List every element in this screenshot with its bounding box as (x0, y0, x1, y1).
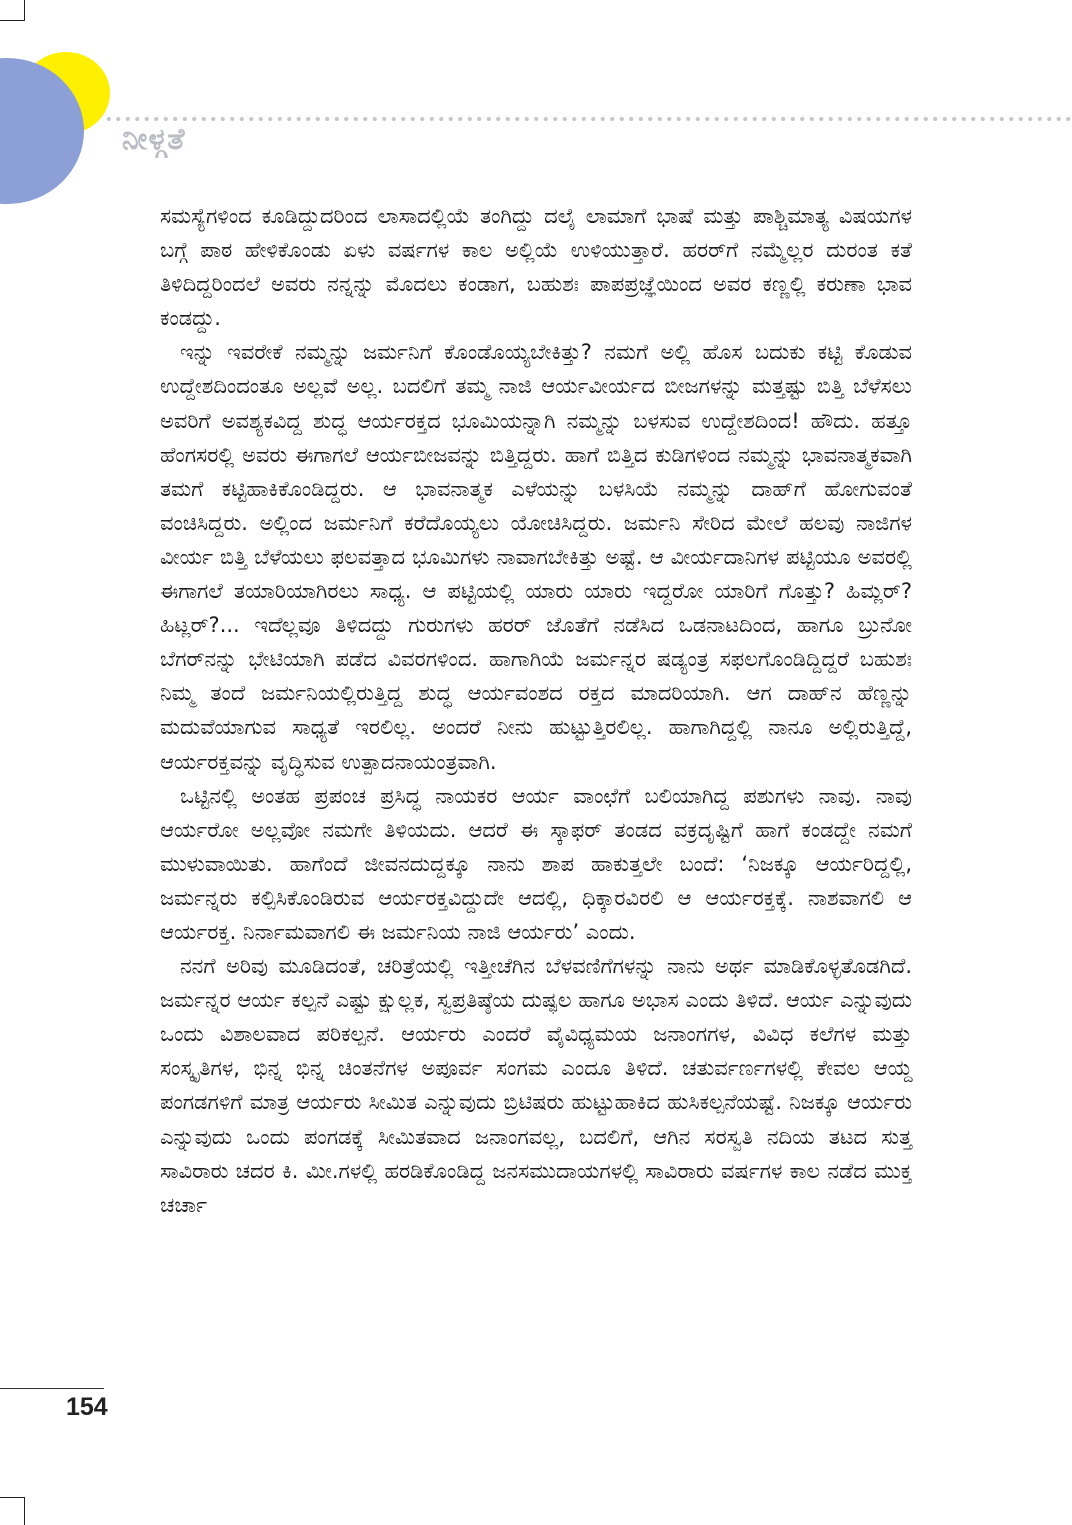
paragraph: ಸಮಸ್ಯೆಗಳಿಂದ ಕೂಡಿದ್ದುದರಿಂದ ಲಾಸಾದಲ್ಲಿಯೆ ತಂಗಿದ್ದು ದಲೈ ಲಾಮಾಗೆ ಭಾಷೆ ಮತ್ತು ಪಾಶ್ಚಿಮಾತ್ಯ ವಿಷಯಗಳ ಬಗ್ಗೆ ಪಾಠ ಹೇಳಿಕೊಂಡು ಏಳು ವರ್ಷಗಳ ಕಾಲ ಅಲ್ಲಿಯೆ ಉಳಿಯುತ್ತಾರೆ. ಹರರ್‌ಗೆ ನಮ್ಮೆಲ್ಲರ ದುರಂತ ಕತೆ ತಿಳಿದಿದ್ದರಿಂದಲೆ ಅವರು ನನ್ನನ್ನು ಮೊದಲು ಕಂಡಾಗ, ಬಹುಶಃ ಪಾಪಪ್ರಜ್ಞೆಯಿಂದ ಅವರ ಕಣ್ಣಲ್ಲಿ ಕರುಣಾ ಭಾವ ಕಂಡದ್ದು. (160, 204, 912, 331)
paragraph: ಒಟ್ಟಿನಲ್ಲಿ ಅಂತಹ ಪ್ರಪಂಚ ಪ್ರಸಿದ್ಧ ನಾಯಕರ ಆರ್ಯ ವಾಂಛೆಗೆ ಬಲಿಯಾಗಿದ್ದ ಪಶುಗಳು ನಾವು. ನಾವು ಆರ್ಯರೋ ಅಲ್ಲವೋ ನಮಗೇ ತಿಳಿಯದು. ಆದರೆ ಈ ಸ್ಕಾಫರ್ ತಂಡದ ವಕ್ರದೃಷ್ಟಿಗೆ ಹಾಗೆ ಕಂಡದ್ದೇ ನಮಗೆ ಮುಳುವಾಯಿತು. ಹಾಗೆಂದೆ ಜೀವನದುದ್ದಕ್ಕೂ ನಾನು ಶಾಪ ಹಾಕುತ್ತಲೇ ಬಂದೆ: ‘ನಿಜಕ್ಕೂ ಆರ್ಯರಿದ್ದಲ್ಲಿ, ಜರ್ಮನ್ನರು ಕಲ್ಪಿಸಿಕೊಂಡಿರುವ ಆರ್ಯರಕ್ತವಿದ್ದುದೇ ಆದಲ್ಲಿ, ಧಿಕ್ಕಾರವಿರಲಿ ಆ ಆರ್ಯರಕ್ತಕ್ಕೆ. ನಾಶವಾಗಲಿ ಆ ಆರ್ಯರಕ್ತ. ನಿರ್ನಾಮವಾಗಲಿ ಈ ಜರ್ಮನಿಯ ನಾಜಿ ಆರ್ಯರು’ ಎಂದು. (160, 783, 912, 944)
folio-rule (0, 1388, 104, 1389)
crop-mark-bottom-vertical (24, 1497, 25, 1525)
crop-mark-bottom-horizontal (0, 1497, 25, 1498)
page-number: 154 (66, 1393, 108, 1421)
crop-mark-top-vertical (24, 0, 25, 20)
section-title: ನೀಳ್ಗತೆ (122, 122, 186, 157)
paragraph: ಇನ್ನು ಇವರೇಕೆ ನಮ್ಮನ್ನು ಜರ್ಮನಿಗೆ ಕೊಂಡೊಯ್ಯಬೇಕಿತ್ತು? ನಮಗೆ ಅಲ್ಲಿ ಹೊಸ ಬದುಕು ಕಟ್ಟಿ ಕೊಡುವ ಉದ್ದೇಶದಿಂದಂತೂ ಅಲ್ಲವೆ ಅಲ್ಲ. ಬದಲಿಗೆ ತಮ್ಮ ನಾಜಿ ಆರ್ಯವೀರ್ಯದ ಬೀಜಗಳನ್ನು ಮತ್ತಷ್ಟು ಬಿತ್ತಿ ಬೆಳೆಸಲು ಅವರಿಗೆ ಅವಶ್ಯಕವಿದ್ದ ಶುದ್ಧ ಆರ್ಯರಕ್ತದ ಭೂಮಿಯನ್ನಾಗಿ ನಮ್ಮನ್ನು ಬಳಸುವ ಉದ್ದೇಶದಿಂದ! ಹೌದು. ಹತ್ತೂ ಹೆಂಗಸರಲ್ಲಿ ಅವರು ಈಗಾಗಲೆ ಆರ್ಯಬೀಜವನ್ನು ಬಿತ್ತಿದ್ದರು. ಹಾಗೆ ಬಿತ್ತಿದ ಕುಡಿಗಳಿಂದ ನಮ್ಮನ್ನು ಭಾವನಾತ್ಮಕವಾಗಿ ತಮಗೆ ಕಟ್ಟಿಹಾಕಿಕೊಂಡಿದ್ದರು. ಆ ಭಾವನಾತ್ಮಕ ಎಳೆಯನ್ನು ಬಳಸಿಯೆ ನಮ್ಮನ್ನು ದಾಹ್‌ಗೆ ಹೋಗುವಂತೆ ವಂಚಿಸಿದ್ದರು. ಅಲ್ಲಿಂದ ಜರ್ಮನಿಗೆ ಕರೆದೊಯ್ಯಲು ಯೋಚಿಸಿದ್ದರು. ಜರ್ಮನಿ ಸೇರಿದ ಮೇಲೆ ಹಲವು ನಾಜಿಗಳ ವೀರ್ಯ ಬಿತ್ತಿ ಬೆಳೆಯಲು ಫಲವತ್ತಾದ ಭೂಮಿಗಳು ನಾವಾಗಬೇಕಿತ್ತು ಅಷ್ಟೆ. ಆ ವೀರ್ಯದಾನಿಗಳ ಪಟ್ಟಿಯೂ ಅವರಲ್ಲಿ ಈಗಾಗಲೆ ತಯಾರಿಯಾಗಿರಲು ಸಾಧ್ಯ. ಆ ಪಟ್ಟಿಯಲ್ಲಿ ಯಾರು ಯಾರು ಇದ್ದರೋ ಯಾರಿಗೆ ಗೊತ್ತು? ಹಿಮ್ಲರ್? ಹಿಟ್ಲರ್?... ಇದೆಲ್ಲವೂ ತಿಳಿದದ್ದು ಗುರುಗಳು ಹರರ್ ಜೊತೆಗೆ ನಡೆಸಿದ ಒಡನಾಟದಿಂದ, ಹಾಗೂ ಬ್ರುನೋ ಬೆಗರ್‌ನನ್ನು ಭೇಟಿಯಾಗಿ ಪಡೆದ ವಿವರಗಳಿಂದ. ಹಾಗಾಗಿಯೆ ಜರ್ಮನ್ನರ ಷಡ್ಯಂತ್ರ ಸಫಲಗೊಂಡಿದ್ದಿದ್ದರೆ ಬಹುಶಃ ನಿಮ್ಮ ತಂದೆ ಜರ್ಮನಿಯಲ್ಲಿರುತ್ತಿದ್ದ ಶುದ್ಧ ಆರ್ಯವಂಶದ ರಕ್ತದ ಮಾದರಿಯಾಗಿ. ಆಗ ದಾಹ್‌ನ ಹೆಣ್ಣನ್ನು ಮದುವೆಯಾಗುವ ಸಾಧ್ಯತೆ ಇರಲಿಲ್ಲ. ಅಂದರೆ ನೀನು ಹುಟ್ಟುತ್ತಿರಲಿಲ್ಲ. ಹಾಗಾಗಿದ್ದಲ್ಲಿ ನಾನೂ ಅಲ್ಲಿರುತ್ತಿದ್ದೆ, ಆರ್ಯರಕ್ತವನ್ನು ವೃದ್ಧಿಸುವ ಉತ್ಪಾದನಾಯಂತ್ರವಾಗಿ. (160, 340, 912, 774)
crop-mark-top-horizontal (0, 20, 25, 21)
dotted-header-rule (104, 116, 1072, 122)
paragraph: ನನಗೆ ಅರಿವು ಮೂಡಿದಂತೆ, ಚರಿತ್ರೆಯಲ್ಲಿ ಇತ್ತೀಚೆಗಿನ ಬೆಳವಣಿಗೆಗಳನ್ನು ನಾನು ಅರ್ಥ ಮಾಡಿಕೊಳ್ಳತೊಡಗಿದೆ. ಜರ್ಮನ್ನರ ಆರ್ಯ ಕಲ್ಪನೆ ಎಷ್ಟು ಕ್ಷುಲ್ಲಕ, ಸ್ವಪ್ರತಿಷ್ಠೆಯ ದುಷ್ಫಲ ಹಾಗೂ ಅಭಾಸ ಎಂದು ತಿಳಿದೆ. ಆರ್ಯ ಎನ್ನುವುದು ಒಂದು ವಿಶಾಲವಾದ ಪರಿಕಲ್ಪನೆ. ಆರ್ಯರು ಎಂದರೆ ವೈವಿಧ್ಯಮಯ ಜನಾಂಗಗಳ, ವಿವಿಧ ಕಲೆಗಳ ಮತ್ತು ಸಂಸ್ಕೃತಿಗಳ, ಭಿನ್ನ ಭಿನ್ನ ಚಿಂತನೆಗಳ ಅಪೂರ್ವ ಸಂಗಮ ಎಂದೂ ತಿಳಿದೆ. ಚತುರ್ವರ್ಣಗಳಲ್ಲಿ ಕೇವಲ ಆಯ್ದ ಪಂಗಡಗಳಿಗೆ ಮಾತ್ರ ಆರ್ಯರು ಸೀಮಿತ ಎನ್ನುವುದು ಬ್ರಿಟಿಷರು ಹುಟ್ಟುಹಾಕಿದ ಹುಸಿಕಲ್ಪನೆಯಷ್ಟೆ. ನಿಜಕ್ಕೂ ಆರ್ಯರು ಎನ್ನುವುದು ಒಂದು ಪಂಗಡಕ್ಕೆ ಸೀಮಿತವಾದ ಜನಾಂಗವಲ್ಲ, ಬದಲಿಗೆ, ಆಗಿನ ಸರಸ್ವತಿ ನದಿಯ ತಟದ ಸುತ್ತ ಸಾವಿರಾರು ಚದರ ಕಿ. ಮೀ.ಗಳಲ್ಲಿ ಹರಡಿಕೊಂಡಿದ್ದ ಜನಸಮುದಾಯಗಳಲ್ಲಿ ಸಾವಿರಾರು ವರ್ಷಗಳ ಕಾಲ ನಡೆದ ಮುಕ್ತ ಚರ್ಚಾ (160, 954, 912, 1217)
body-text (160, 199, 912, 1222)
